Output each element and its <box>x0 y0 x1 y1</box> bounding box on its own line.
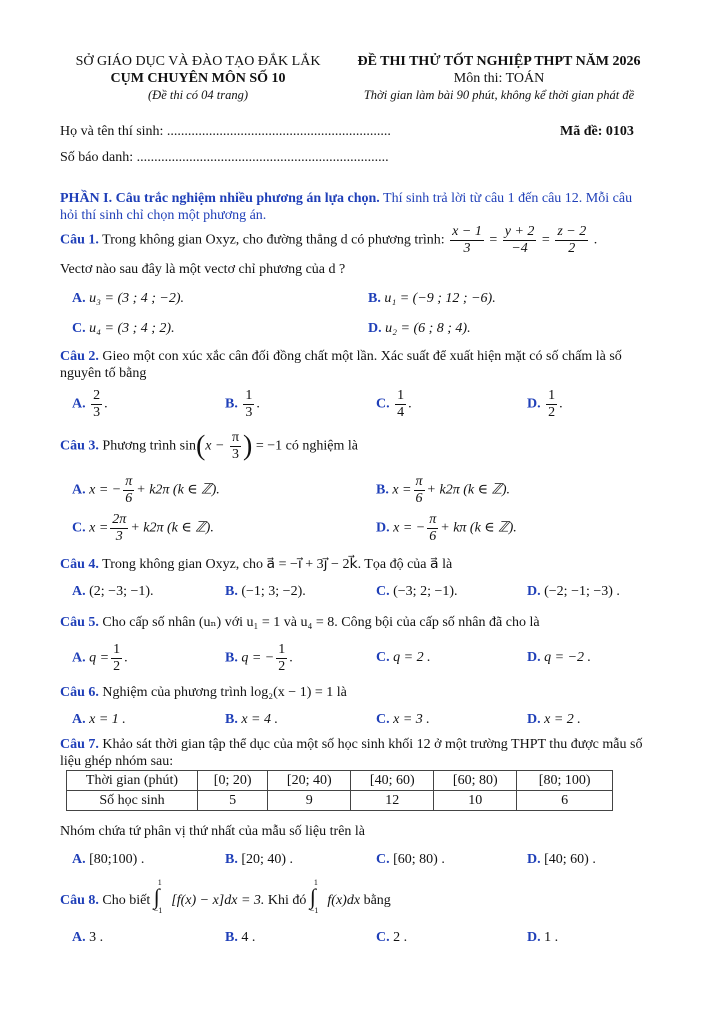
table-cell: 9 <box>268 791 351 811</box>
q5-label: Câu 5. <box>60 615 99 630</box>
q4-option-c[interactable]: C. (−3; 2; −1). <box>376 584 458 599</box>
q1-text: Trong không gian Oxyz, cho đường thẳng d có phương trình: <box>98 232 445 248</box>
q2-option-d[interactable]: D. $\frac{1}{2}$ . <box>527 388 563 420</box>
q2-option-b[interactable]: B. $\frac{1}{3}$ . <box>225 388 260 420</box>
q2-option-c[interactable]: C. $\frac{1}{4}$ . <box>376 388 412 420</box>
q7-question: Nhóm chứa tứ phân vị thứ nhất của mẫu số liệu trên là <box>60 824 366 839</box>
q5-stem: Câu 5. Cho cấp số nhân (uₙ) với u₁ = 1 và u₄ = 8. Công bội của cấp số nhân đã cho là <box>60 615 540 630</box>
table-cell: 6 <box>517 791 613 811</box>
part1-heading <box>60 190 660 224</box>
q6-option-d[interactable]: D. x = 2 . <box>527 712 581 727</box>
q2-stem <box>60 348 665 382</box>
integral-sign: ∫ <box>309 884 316 909</box>
part1-desc2: hỏi thí sinh chỉ chọn một phương án. <box>60 208 267 223</box>
q1-label: Câu 1. <box>60 232 99 248</box>
part1-title: PHẦN I. Câu trắc nghiệm nhiều phương án lựa chọn. <box>60 191 380 206</box>
q7-label: Câu 7. <box>60 737 99 752</box>
q7-option-c[interactable]: C. [60; 80) . <box>376 852 445 867</box>
candidate-name-field: Họ và tên thí sinh: ................................................................ <box>60 124 391 139</box>
q3-option-b[interactable]: B. x = $\frac{\pi}{6}$ + k2π (k ∈ ℤ). <box>376 474 511 506</box>
q1-frac-z: $\frac{z - 2}{2}$ <box>557 224 587 256</box>
q8-label: Câu 8. <box>60 893 99 908</box>
q6-option-a[interactable]: A. x = 1 . <box>72 712 126 727</box>
q2-text: Gieo một con xúc xắc cân đối đồng chất một lần. Xác suất để xuất hiện mặt có số chấm là số <box>98 349 622 364</box>
q1-stem: Câu 1. Trong không gian Oxyz, cho đường thẳng d có phương trình: $\frac{x - 1}{3}$ = $\frac{y + 2}{-4}$ = $\frac{z - 2}{2}$ . <box>60 224 598 256</box>
q7-option-a[interactable]: A. [80;100) . <box>72 852 145 867</box>
q3-label: Câu 3. <box>60 438 99 454</box>
q1-option-a[interactable]: A. u₃ = (3 ; 4 ; −2). <box>72 291 185 306</box>
table-row <box>67 791 613 811</box>
table-cell: [20; 40) <box>268 771 351 791</box>
q1-option-d[interactable]: D. u₂ = (6 ; 8 ; 4). <box>368 321 471 336</box>
table-cell: [0; 20) <box>198 771 268 791</box>
q4-label: Câu 4. <box>60 557 99 572</box>
q5-option-d[interactable]: D. q = −2 . <box>527 650 592 665</box>
table-row <box>67 771 613 791</box>
part1-desc: Thí sinh trả lời từ câu 1 đến câu 12. Mỗi câu <box>379 191 633 206</box>
q7-stem: Câu 7. Khảo sát thời gian tập thể dục của một số học sinh khối 12 ở một trường THPT thu được mẫu số liệu ghép nhóm sau: <box>60 737 643 769</box>
q6-stem: Câu 6. Nghiệm của phương trình log₂(x − 1) = 1 là <box>60 685 347 700</box>
table-cell: 10 <box>434 791 517 811</box>
q1-frac-x: $\frac{x - 1}{3}$ <box>452 224 482 256</box>
q2-text2: nguyên tố bằng <box>60 366 147 381</box>
cluster-name: CỤM CHUYÊN MÔN SỐ 10 <box>110 71 286 86</box>
q2-label: Câu 2. <box>60 349 99 364</box>
q7-option-d[interactable]: D. [40; 60) . <box>527 852 596 867</box>
q3-option-d[interactable]: D. x = − $\frac{\pi}{6}$ + kπ (k ∈ ℤ). <box>376 512 517 544</box>
q6-option-c[interactable]: C. x = 3 . <box>376 712 430 727</box>
q1-option-b[interactable]: B. u₁ = (−9 ; 12 ; −6). <box>368 291 496 306</box>
q3-stem: Câu 3. Phương trình sin(x − $\frac{\pi}{3}$ ) = −1 có nghiệm là <box>60 430 358 462</box>
table-cell: 5 <box>198 791 268 811</box>
table-cell: 12 <box>351 791 434 811</box>
table-cell: [40; 60) <box>351 771 434 791</box>
exam-code: Mã đề: 0103 <box>560 124 634 139</box>
time-note: Thời gian làm bài 90 phút, không kể thời gian phát đề <box>363 88 635 102</box>
q8-option-d[interactable]: D. 1 . <box>527 930 559 945</box>
q8-option-c[interactable]: C. 2 . <box>376 930 408 945</box>
q4-stem: Câu 4. Trong không gian Oxyz, cho a⃗ = −i⃗ + 3j⃗ − 2k⃗. Tọa độ của a⃗ là <box>60 557 453 572</box>
q1-frac-y: $\frac{y + 2}{-4}$ <box>504 224 535 256</box>
table-cell: [60; 80) <box>434 771 517 791</box>
frequency-table <box>66 770 613 811</box>
q7-option-b[interactable]: B. [20; 40) . <box>225 852 294 867</box>
table-cell: Thời gian (phút) <box>67 771 198 791</box>
integral-2: ∫ 1 −1 <box>309 878 319 915</box>
q5-option-b[interactable]: B. q = − $\frac{1}{2}$ . <box>225 642 293 674</box>
department-name: SỞ GIÁO DỤC VÀ ĐÀO TẠO ĐẮK LẮK <box>75 54 321 69</box>
table-cell: Số học sinh <box>67 791 198 811</box>
q5-option-c[interactable]: C. q = 2 . <box>376 650 431 665</box>
q8-option-b[interactable]: B. 4 . <box>225 930 256 945</box>
q8-option-a[interactable]: A. 3 . <box>72 930 104 945</box>
integral-1: ∫ 1 −1 <box>153 878 163 915</box>
q6-label: Câu 6. <box>60 685 99 700</box>
q8-stem: Câu 8. Cho biết ∫ 1 −1 [f(x) − x]dx = 3. Khi đó ∫ 1 −1 f(x)dx bằng <box>60 878 391 915</box>
q4-option-b[interactable]: B. (−1; 3; −2). <box>225 584 306 599</box>
q5-option-a[interactable]: A. q = $\frac{1}{2}$ . <box>72 642 128 674</box>
header-right <box>340 54 658 103</box>
exam-title: ĐỀ THI THỬ TỐT NGHIỆP THPT NĂM 2026 <box>357 54 641 69</box>
q4-option-a[interactable]: A. (2; −3; −1). <box>72 584 154 599</box>
q3-option-c[interactable]: C. x = $\frac{2\pi}{3}$ + k2π (k ∈ ℤ). <box>72 512 214 544</box>
q1-option-c[interactable]: C. u₄ = (3 ; 4 ; 2). <box>72 321 175 336</box>
candidate-id-field: Số báo danh: ........................................................................ <box>60 150 389 165</box>
integral-sign: ∫ <box>153 884 160 909</box>
q1-text2: Vectơ nào sau đây là một vectơ chỉ phương của d ? <box>60 262 346 277</box>
table-cell: [80; 100) <box>517 771 613 791</box>
page-count-note: (Đề thi có 04 trang) <box>148 88 248 102</box>
q4-option-d[interactable]: D. (−2; −1; −3) . <box>527 584 620 599</box>
q2-option-a[interactable]: A. $\frac{2}{3}$ . <box>72 388 108 420</box>
q3-option-a[interactable]: A. x = − $\frac{\pi}{6}$ + k2π (k ∈ ℤ). <box>72 474 220 506</box>
subject: Môn thi: TOÁN <box>453 71 545 86</box>
header-left <box>60 54 336 103</box>
q6-option-b[interactable]: B. x = 4 . <box>225 712 279 727</box>
